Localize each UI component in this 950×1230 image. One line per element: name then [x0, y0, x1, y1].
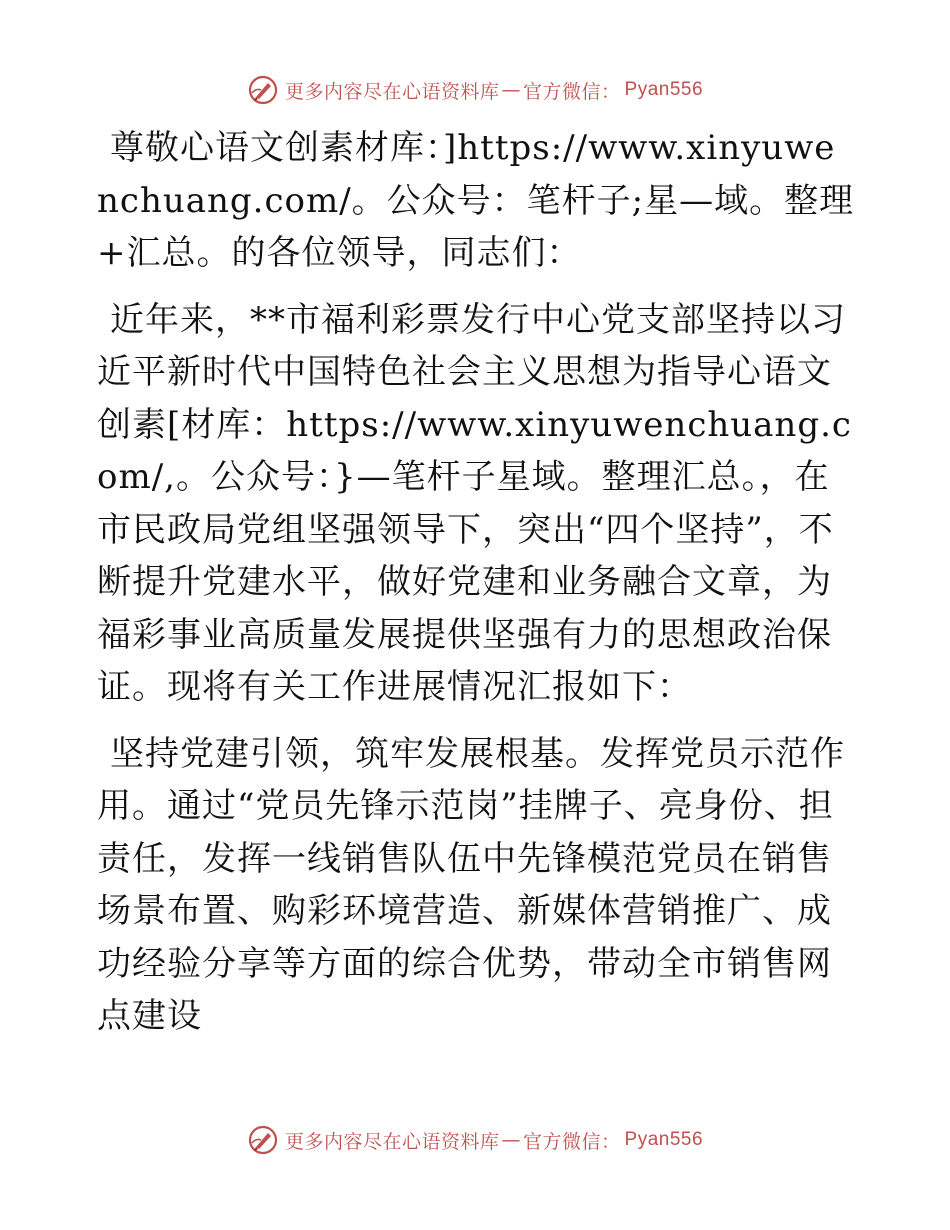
quill-pen-logo-icon: [247, 1124, 279, 1156]
paragraph-intro: 近年来，**市福利彩票发行中心党支部坚持以习近平新时代中国特色社会主义思想为指导心语文创素[材库：https://www.xinyuwenchuang.com/,。公众号：}—笔杆子星域。整理汇总。，在市民政局党组坚强领导下，突出“四个坚持”，不断提升党建水平，做好党建和业务融合文章，为福彩事业高质量发展提供坚强有力的思想政治保证。现将有关工作进展情况汇报如下：: [97, 299, 852, 707]
paragraph-party-building: 坚持党建引领，筑牢发展根基。发挥党员示范作用。通过“党员先锋示范岗”挂牌子、亮身份、担责任，发挥一线销售队伍中先锋模范党员在销售场景布置、购彩环境营造、新媒体营销推广、成功经验分享等方面的综合优势，带动全市销售网点建设: [97, 733, 845, 1036]
banner-official-label: 官方微信: [522, 80, 601, 103]
banner-dash: —: [501, 79, 521, 101]
banner-dash: —: [501, 1129, 521, 1151]
banner-official-label: 官方微信: [522, 1130, 601, 1153]
banner-brand-text: 更多内容尽在心语资料库: [284, 1130, 500, 1153]
banner-wechat-id: Pyan556: [624, 1129, 704, 1150]
banner-colon: ：: [601, 1130, 621, 1153]
quill-pen-logo-icon: [247, 74, 279, 106]
document-body: [97, 122, 857, 1057]
header-banner: [0, 73, 950, 107]
banner-colon: ：: [601, 80, 621, 103]
banner-brand-text: 更多内容尽在心语资料库: [284, 80, 500, 103]
paragraph-greeting: 尊敬心语文创素材库：]https://www.xinyuwenchuang.com/。公众号：笔杆子;星—域。整理+汇总。的各位领导，同志们：: [97, 128, 855, 273]
footer-banner: [0, 1123, 950, 1157]
banner-wechat-id: Pyan556: [624, 79, 704, 100]
